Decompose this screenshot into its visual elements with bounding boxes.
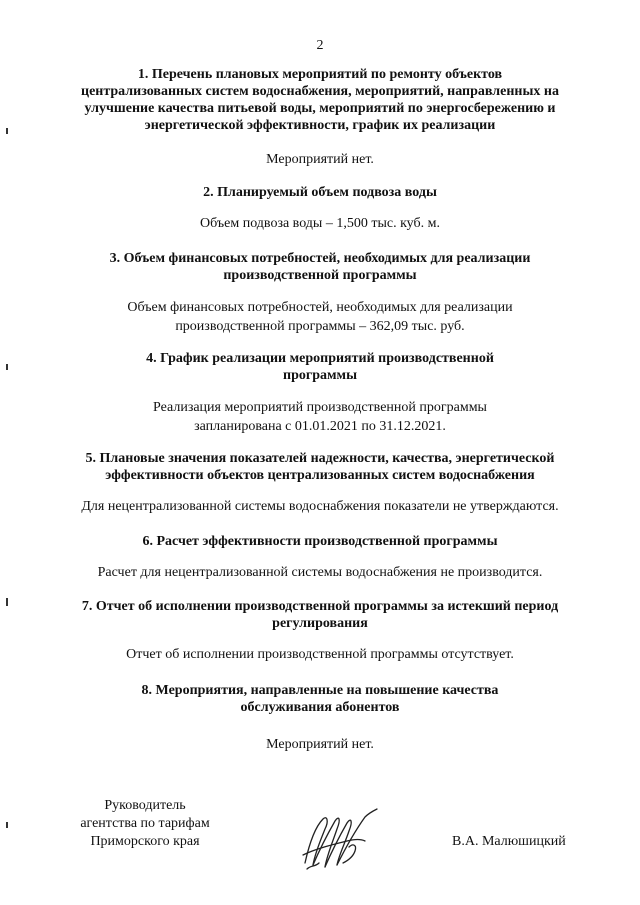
- section-8-heading: 8. Мероприятия, направленные на повышение качества обслуживания абонентов: [141, 683, 499, 715]
- section-2-body: Объем подвоза воды – 1,500 тыс. куб. м.: [200, 216, 440, 231]
- section-3-body: Объем финансовых потребностей, необходимых для реализации производственной программы – 362,09 тыс. руб.: [127, 300, 513, 334]
- section-1-body: Мероприятий нет.: [266, 152, 374, 167]
- section-6-body: Расчет для нецентрализованной системы водоснабжения не производится.: [97, 565, 543, 580]
- section-4-body: Реализация мероприятий производственной программы запланирована с 01.01.2021 по 31.12.2021.: [153, 400, 487, 434]
- section-8-body: Мероприятий нет.: [266, 737, 374, 752]
- signatory-name: В.А. Малюшицкий: [452, 834, 566, 849]
- page-number: 2: [316, 38, 324, 53]
- section-6-heading: 6. Расчет эффективности производственной программы: [142, 534, 498, 549]
- section-5-body: Для нецентрализованной системы водоснабжения показатели не утверждаются.: [81, 499, 559, 514]
- section-4-heading: 4. График реализации мероприятий производственной программы: [146, 351, 494, 383]
- section-5-heading: 5. Плановые значения показателей надежности, качества, энергетической эффективности объектов централизованных систем водоснабжения: [85, 451, 555, 483]
- section-3-heading: 3. Объем финансовых потребностей, необходимых для реализации производственной программы: [109, 251, 531, 283]
- section-2-heading: 2. Планируемый объем подвоза воды: [203, 185, 437, 200]
- signatory-title: Руководитель агентства по тарифам Приморского края: [80, 798, 210, 849]
- scan-mark: [6, 364, 8, 370]
- handwritten-signature: [295, 805, 385, 875]
- scan-mark: [6, 822, 8, 828]
- section-7-body: Отчет об исполнении производственной программы отсутствует.: [126, 647, 514, 662]
- scan-mark: [6, 598, 8, 606]
- scan-mark: [6, 128, 8, 134]
- section-7-heading: 7. Отчет об исполнении производственной программы за истекший период регулирования: [81, 599, 559, 631]
- section-1-heading: 1. Перечень плановых мероприятий по ремонту объектов централизованных систем водоснабжения, мероприятий, направленных на улучшение качества питьевой воды, мероприятий по энергосбережению и энергетической эффективности, график их реализации: [81, 67, 559, 133]
